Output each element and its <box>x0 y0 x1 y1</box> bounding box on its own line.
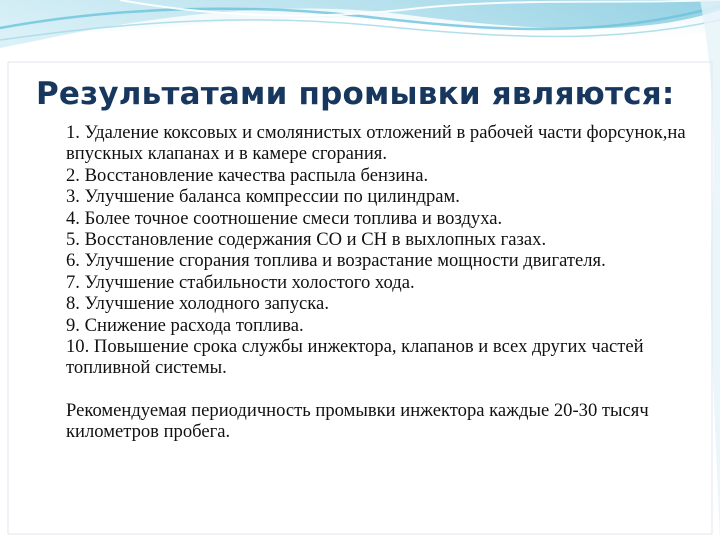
list-item: 9. Снижение расхода топлива. <box>66 314 304 336</box>
recommendation-text: Рекомендуемая периодичность промывки инжектора каждые 20-30 тысяч километров пробега. <box>66 399 649 443</box>
list-item: 7. Улучшение стабильности холостого хода. <box>66 271 415 293</box>
list-item: 3. Улучшение баланса компрессии по цилиндрам. <box>66 186 460 208</box>
list-item: 5. Восстановление содержания СО и СН в выхлопных газах. <box>66 229 547 251</box>
results-list <box>66 122 696 379</box>
list-item: 1. Удаление коксовых и смолянистых отложений в рабочей части форсунок,на впускных клапанах и в камере сгорания. <box>66 122 686 165</box>
list-item: 10. Повышение срока службы инжектора, клапанов и всех других частей топливной системы. <box>66 336 644 379</box>
list-item: 8. Улучшение холодного запуска. <box>66 293 329 315</box>
list-item: 6. Улучшение сгорания топлива и возрастание мощности двигателя. <box>66 250 606 272</box>
right-wave <box>700 0 720 540</box>
slide-body <box>66 122 696 443</box>
slide-title: Результатами промывки являются: <box>36 76 675 112</box>
list-item: 4. Более точное соотношение смеси топлива и воздуха. <box>66 207 503 229</box>
list-item: 2. Восстановление качества распыла бензина. <box>66 164 429 186</box>
